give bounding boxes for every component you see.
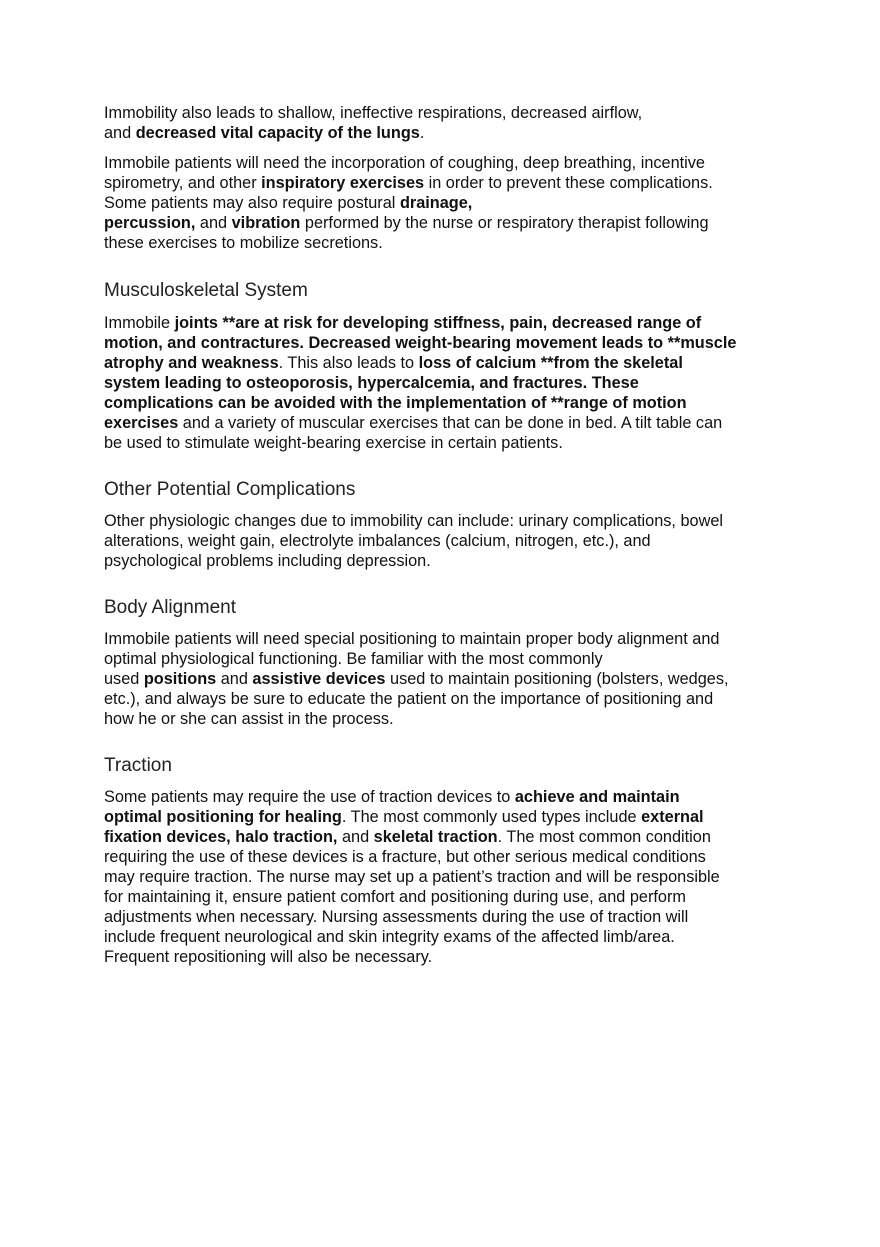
bold-text: positions [143,670,217,688]
text-run: used [104,670,144,688]
text-line [104,827,804,847]
bold-text: loss of calcium **from the skeletal [418,354,683,372]
bold-text: exercises [104,414,179,432]
paragraph [104,511,804,571]
text-run: in order to prevent these complications. [424,174,713,192]
text-line [104,947,804,967]
text-line [104,213,804,233]
text-line [104,709,804,729]
text-run: and a variety of muscular exercises that can be done in bed. A tilt table can [178,414,723,432]
text-line [104,669,804,689]
text-line [104,123,804,143]
paragraph [104,153,804,253]
paragraph [104,103,804,143]
text-line [104,551,804,571]
text-run: performed by the nurse or respiratory therapist following [300,214,709,232]
text-run: and [337,828,374,846]
bold-text: skeletal traction [373,828,498,846]
text-run: be used to stimulate weight-bearing exercise in certain patients. [104,434,563,452]
text-line [104,531,804,551]
paragraph [104,787,804,967]
text-run: for maintaining it, ensure patient comfort and positioning during use, and perform [104,888,686,906]
text-line [104,173,804,193]
text-line [104,393,804,413]
text-run: used to maintain positioning (bolsters, wedges, [385,670,729,688]
bold-text: optimal positioning for healing [104,808,342,826]
text-line [104,103,804,123]
text-run: Immobility also leads to shallow, ineffective respirations, decreased airflow, [104,104,643,122]
section-heading: Other Potential Complications [104,479,356,500]
text-line [104,413,804,433]
bold-text: motion, and contractures. Decreased weight-bearing movement leads to **muscle [104,334,737,352]
text-run: and [104,124,136,142]
text-run: alterations, weight gain, electrolyte imbalances (calcium, nitrogen, etc.), and [104,532,651,550]
bold-text: vibration [231,214,301,232]
text-line [104,433,804,453]
bold-text: inspiratory exercises [261,174,425,192]
text-run: etc.), and always be sure to educate the patient on the importance of positioning and [104,690,714,708]
bold-text: percussion, [104,214,196,232]
text-run: psychological problems including depression. [104,552,431,570]
bold-text: atrophy and weakness [104,354,279,372]
text-run: spirometry, and other [104,174,262,192]
text-run: Some patients may also require postural [104,194,400,212]
bold-text: decreased vital capacity of the lungs [135,124,420,142]
text-run: Frequent repositioning will also be necessary. [104,948,433,966]
bold-text: drainage, [399,194,473,212]
text-line [104,353,804,373]
text-line [104,629,804,649]
bold-text: system leading to osteoporosis, hypercalcemia, and fractures. These [104,374,639,392]
paragraph [104,313,804,453]
bold-text: assistive devices [252,670,386,688]
text-line [104,373,804,393]
text-run: may require traction. The nurse may set up a patient’s traction and will be responsible [104,868,720,886]
section-heading: Body Alignment [104,597,237,618]
text-line [104,313,804,333]
text-line [104,333,804,353]
text-line [104,887,804,907]
text-run: requiring the use of these devices is a fracture, but other serious medical conditions [104,848,706,866]
text-run: . The most common condition [497,828,711,846]
text-run: Other physiologic changes due to immobility can include: urinary complications, bowel [104,512,723,530]
section-heading: Traction [104,755,172,776]
text-line [104,193,804,213]
text-run: Some patients may require the use of traction devices to [104,788,515,806]
text-run: . The most commonly used types include [341,808,642,826]
text-run: how he or she can assist in the process. [104,710,394,728]
text-run: Immobile patients will need special positioning to maintain proper body alignment and [104,630,720,648]
text-line [104,927,804,947]
paragraph [104,629,804,729]
text-line [104,867,804,887]
bold-text: joints **are at risk for developing stiffness, pain, decreased range of [174,314,702,332]
bold-text: achieve and maintain [514,788,680,806]
text-run: and [195,214,232,232]
text-run: optimal physiological functioning. Be familiar with the most commonly [104,650,603,668]
text-run: Immobile [104,314,175,332]
text-run: . [419,124,425,142]
text-line [104,649,804,669]
text-run: include frequent neurological and skin integrity exams of the affected limb/area. [104,928,675,946]
bold-text: fixation devices, halo traction, [104,828,338,846]
section-heading: Musculoskeletal System [104,280,308,301]
text-line [104,233,804,253]
text-run: adjustments when necessary. Nursing assessments during the use of traction will [104,908,689,926]
text-run: and [216,670,253,688]
text-line [104,511,804,531]
text-line [104,807,804,827]
text-line [104,847,804,867]
bold-text: external [641,808,704,826]
text-line [104,689,804,709]
text-run: these exercises to mobilize secretions. [104,234,383,252]
text-line [104,907,804,927]
text-line [104,153,804,173]
text-run: Immobile patients will need the incorporation of coughing, deep breathing, incentive [104,154,705,172]
text-run: . This also leads to [278,354,419,372]
bold-text: complications can be avoided with the implementation of **range of motion [104,394,687,412]
text-line [104,787,804,807]
